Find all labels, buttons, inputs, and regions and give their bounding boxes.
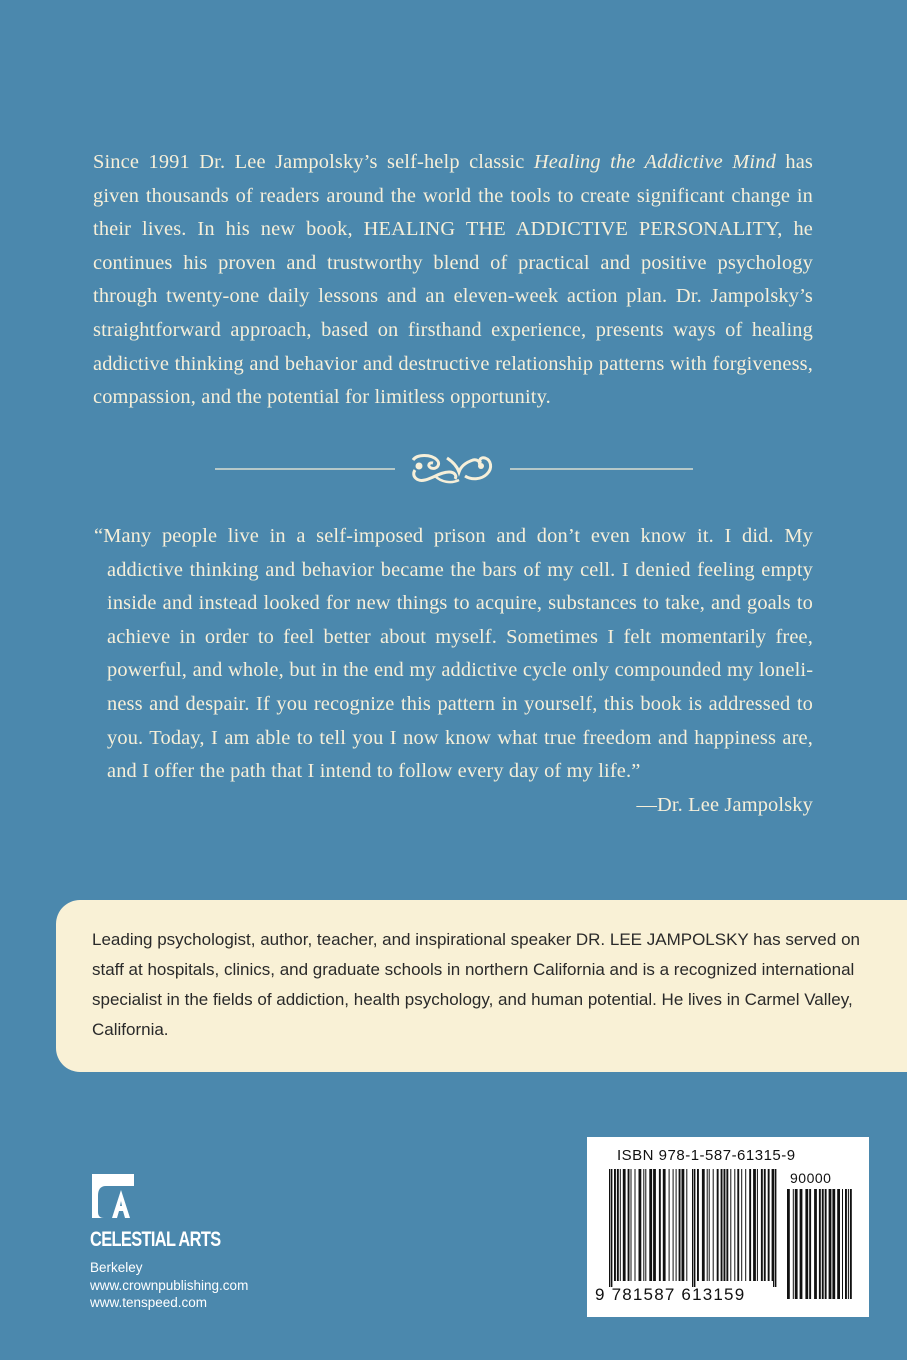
author-bio-text: Leading psychologist, author, teacher, and inspirational speaker DR. LEE JAMPOLSKY has served on staff at hospitals, clinics, and graduate schools in northern California and is a recognized international specialist in the fields of addiction, health psychology, and human potential. He lives in Carmel Valley, California. [92,930,860,1039]
barcode-bar [717,1169,719,1281]
barcode-addon-bar [832,1189,835,1299]
barcode-bar [645,1169,646,1281]
barcode-addon-bar [800,1189,803,1299]
book-title-italic: Healing the Addictive Mind [533,151,776,173]
barcode-addon-bar [845,1189,847,1299]
barcode-addon-bar [787,1189,790,1299]
publisher-url-tenspeed: www.tenspeed.com [90,1295,208,1310]
barcode-bar [713,1169,714,1281]
barcode-bar [768,1169,770,1281]
publisher-block [90,1172,290,1312]
barcode-bar [697,1169,699,1281]
barcode-bar [653,1169,656,1281]
barcode-addon-bar [829,1189,832,1299]
barcode-addon-bar [837,1189,840,1299]
author-bio-panel [56,900,907,1072]
barcode-bar [673,1169,674,1281]
barcode-bar [737,1169,739,1281]
barcode-bar [707,1169,708,1281]
barcode-bar [639,1169,642,1281]
ornament-divider [215,446,693,490]
barcode-addon-bar [850,1189,852,1299]
barcode-bar [635,1169,636,1281]
barcode-bar [628,1169,630,1281]
description-body: has given thousands of readers around the world the tools to create significant change in their lives. In his new book, HEALING THE ADDICTIVE PERSONALITY, he continues his proven and trustworthy blend of practical and positive psychology through twenty-one daily lessons and an eleven-week action plan. Dr. Jampolsky’s straightforward approach, based on firsthand experience, presents ways of healing addictive thinking and behavior and destructive relationship patterns with forgiveness, compassion, and the potential for limitless opportunity. [93,151,813,409]
barcode-bar [614,1169,616,1281]
isbn-barcode-panel [587,1137,869,1317]
barcode-bar [617,1169,619,1281]
barcode-bar [669,1169,670,1281]
barcode-guard-bar [692,1169,693,1287]
barcode-bar [757,1169,758,1281]
barcode-bar [730,1169,731,1281]
barcode-bar [679,1169,681,1281]
quote-text: “Many people live in a self-imposed prison and don’t even know it. I did. My addictive thinking and behavior became the bars of my cell. I denied feeling empty inside and instead looked for new things to acquire, substances to take, and goals to achieve in order to feel better about myself. Sometimes I felt momentarily free, powerful, and whole, but in the end my addictive cycle only compounded my loneliness and despair. If you recognize this pattern in yourself, this book is addressed to you. Today, I am able to tell you I now know what true freedom and happiness are, and I offer the path that I intend to follow every day of my life.” [94,525,813,783]
description-intro: Since 1991 Dr. Lee Jampolsky’s self-help classic [93,151,534,173]
barcode-addon-bar [795,1189,798,1299]
flourish-icon [413,456,491,483]
barcode-bar [623,1169,626,1281]
barcode-bar [741,1169,742,1281]
barcode-digits: 9 781587 613159 [595,1285,746,1304]
barcode-bar [663,1169,666,1281]
book-description [93,146,813,415]
barcode-guard-bar [694,1169,695,1287]
barcode-bar [724,1169,726,1281]
isbn-label: ISBN 978-1-587-61315-9 [617,1147,796,1164]
barcode-addon-bar [814,1189,817,1299]
barcode-bar [676,1169,677,1281]
barcode-guard-bar [609,1169,610,1287]
barcode-addon-bar [805,1189,808,1299]
barcode-bar [761,1169,763,1281]
barcode-bar [721,1169,723,1281]
barcode-bar [745,1169,746,1281]
barcode-addon-bar [819,1189,821,1299]
barcode-bar [749,1169,751,1281]
celestial-arts-logo-icon [90,1172,136,1220]
barcode-bar [659,1169,661,1281]
barcode-bar [702,1169,705,1281]
barcode-addon-bar [825,1189,827,1299]
barcode-guard-bar [775,1169,776,1287]
barcode-addon-bar [822,1189,824,1299]
publisher-url-crown: www.crownpublishing.com [90,1277,249,1293]
quote-attribution: —Dr. Lee Jampolsky [636,793,813,816]
barcode-addon-bar [793,1189,794,1299]
barcode-bar [620,1169,621,1281]
barcode-bar [764,1169,766,1281]
barcode-bar [734,1169,735,1281]
barcode-bar [649,1169,652,1281]
barcode-bar [772,1169,774,1281]
barcode-addon-bar [809,1189,811,1299]
barcode-bar [686,1169,687,1281]
barcode-bar [682,1169,685,1281]
author-quote [85,520,813,822]
barcode-guard-bar [611,1169,612,1287]
barcode-bar [709,1169,710,1281]
barcode-bar [753,1169,756,1281]
barcode-bar [631,1169,632,1281]
price-addon-label: 90000 [790,1170,832,1186]
barcode-addon-bar [848,1189,849,1299]
barcode-bar [726,1169,728,1281]
publisher-city: Berkeley [90,1260,143,1275]
publisher-name: CELESTIAL ARTS [90,1228,221,1251]
barcode-addon-bar [842,1189,843,1299]
barcode-bar [643,1169,644,1281]
